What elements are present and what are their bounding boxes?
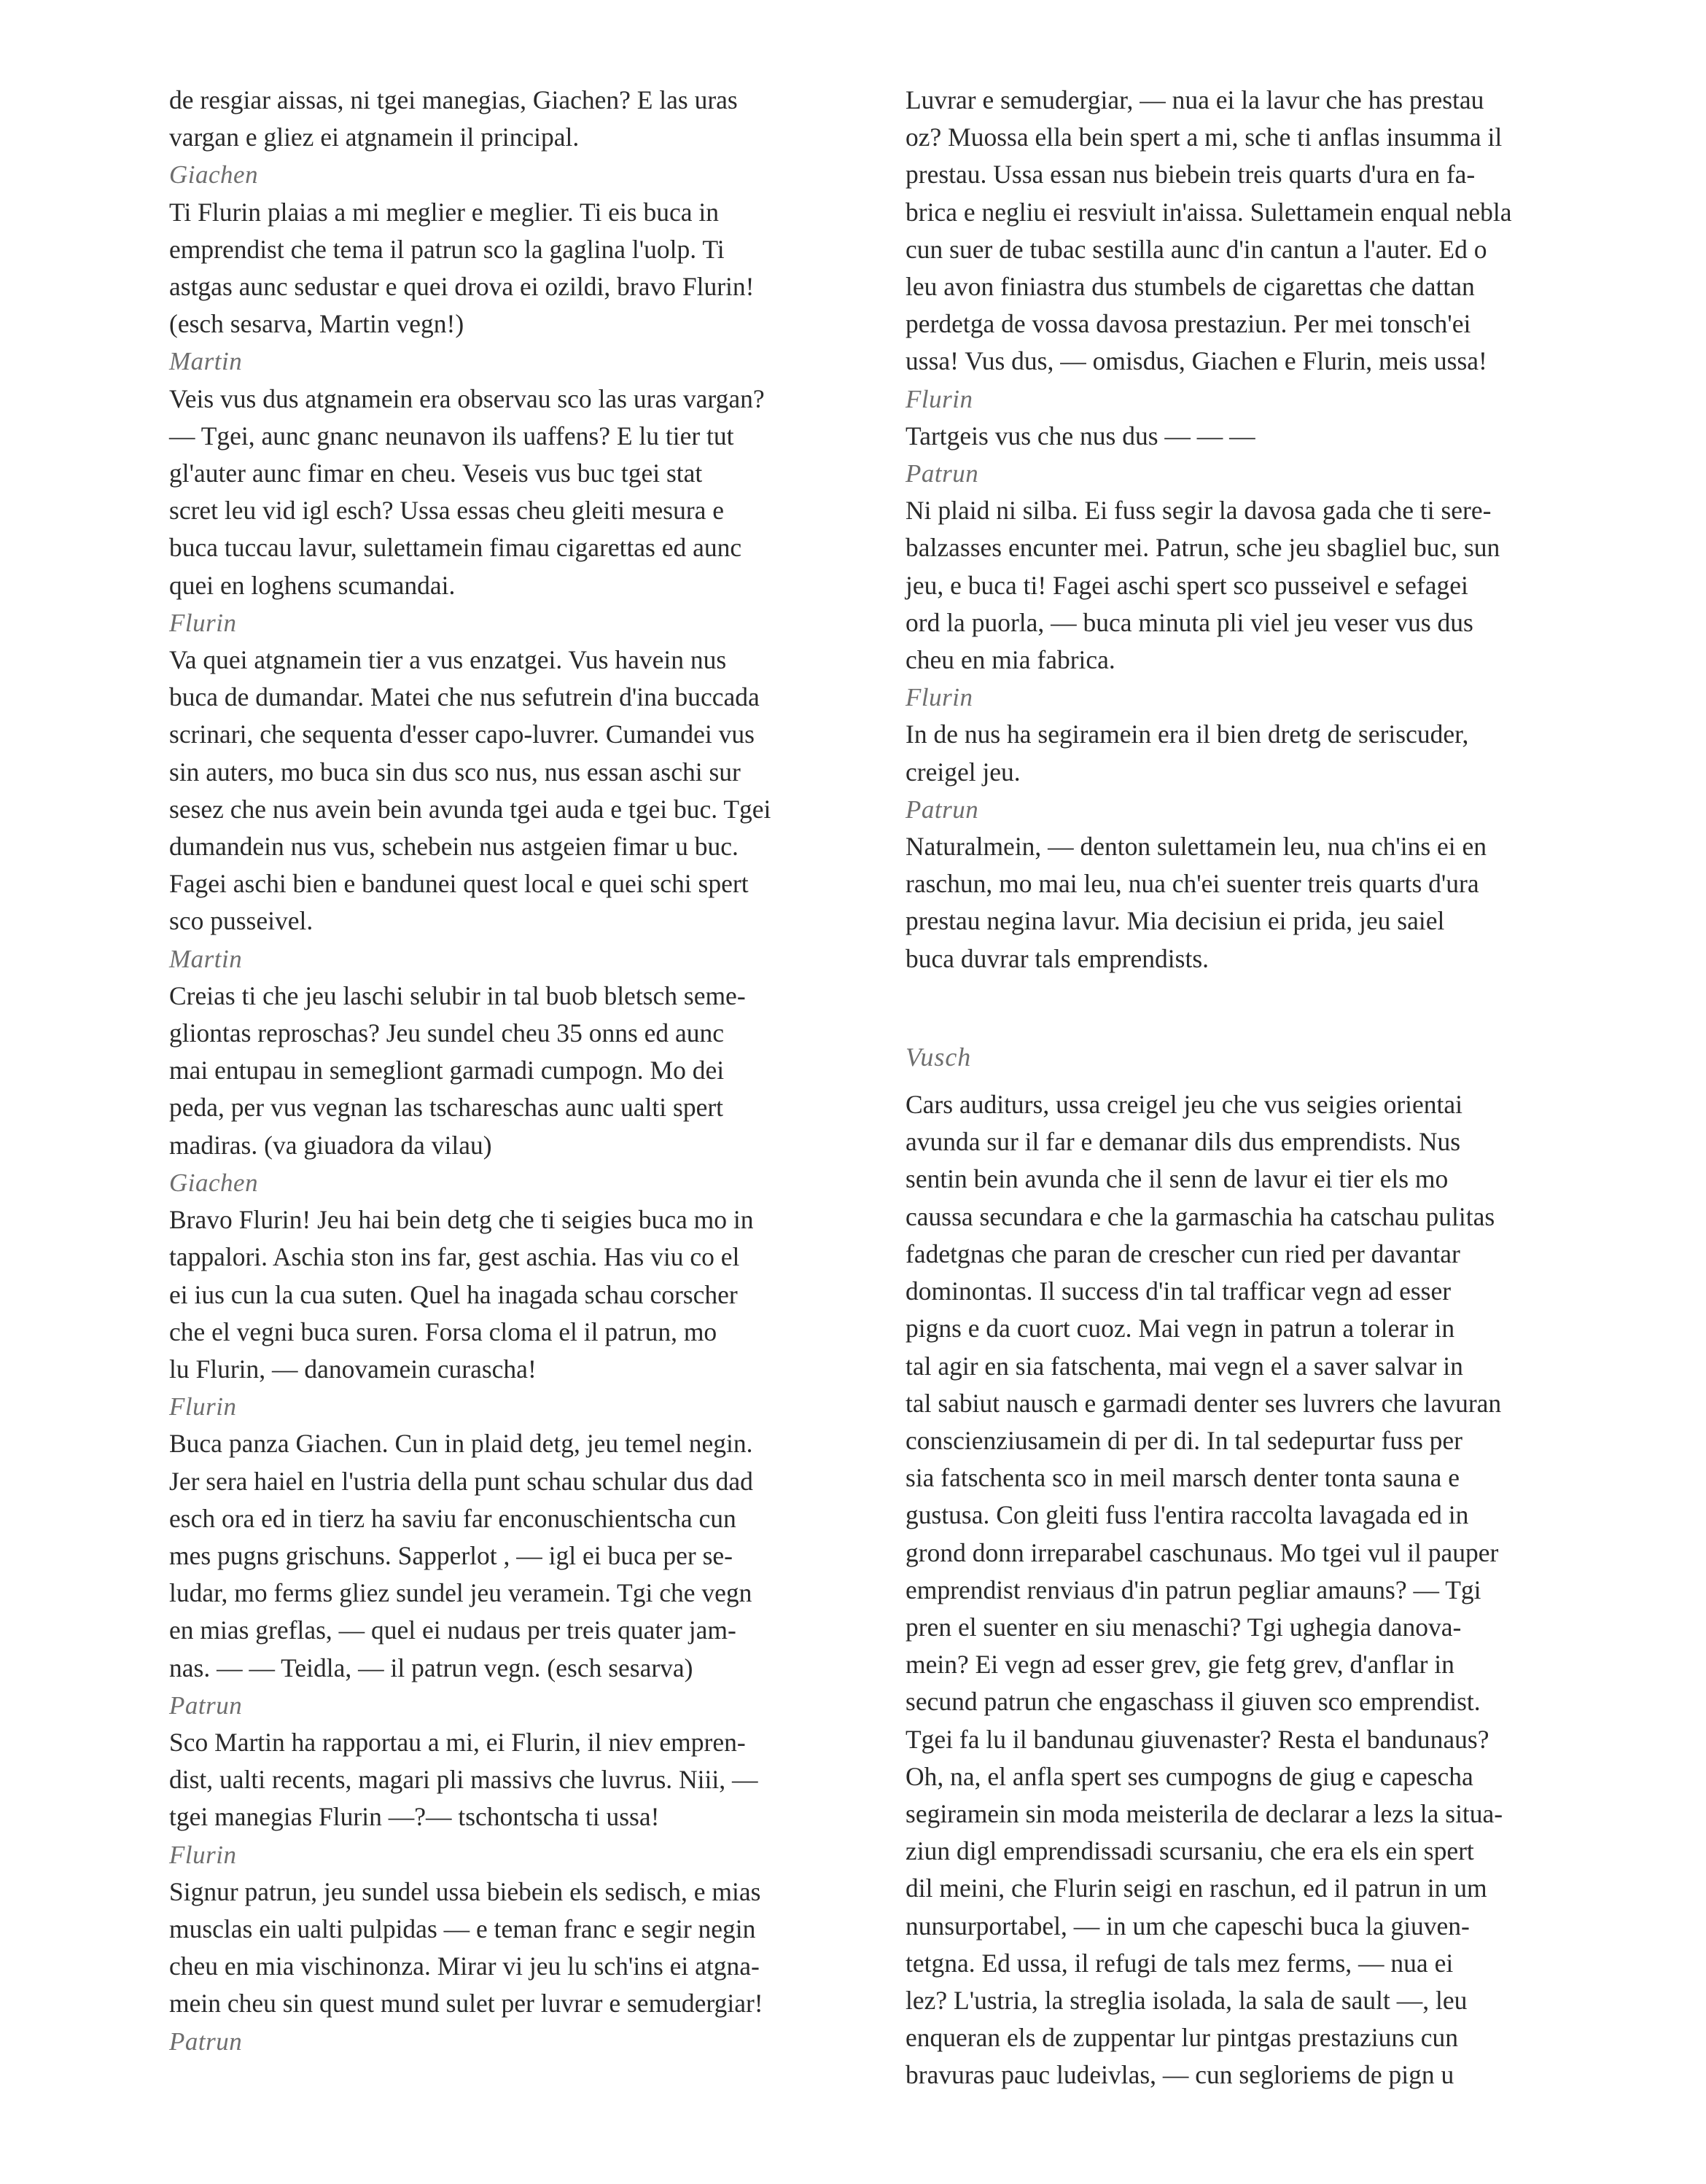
text-line: sesez che nus avein bein avunda tgei auda e tgei buc. Tgei (169, 794, 771, 824)
right-column (905, 82, 1617, 2094)
text-line: Ti Flurin plaias a mi meglier e meglier. Ti eis buca in (169, 197, 719, 227)
text-line: Cars auditurs, ussa creigel jeu che vus seigies orientai (905, 1090, 1463, 1120)
speaker-name: Flurin (169, 1840, 237, 1869)
speaker-name: Martin (169, 944, 243, 973)
left-column (169, 82, 904, 2060)
text-line: Buca panza Giachen. Cun in plaid detg, jeu temel negin. (169, 1429, 753, 1459)
text-line: ord la puorla, — buca minuta pli viel jeu veser vus dus (905, 607, 1473, 637)
text-line: Fagei aschi bien e bandunei quest local e quei schi spert (169, 869, 749, 899)
section-body (905, 1086, 1617, 2094)
text-line: emprendist renviaus d'in patrun pegliar amauns? — Tgi (905, 1575, 1481, 1604)
text-line: nas. — — Teidla, — il patrun vegn. (esch sesarva) (169, 1653, 693, 1682)
text-line: emprendist che tema il patrun sco la gaglina l'uolp. Ti (169, 234, 725, 264)
text-line: lez? L'ustria, la streglia isolada, la sala de sault —, leu (905, 1985, 1468, 2015)
section-spacer (905, 978, 1617, 1039)
text-line: prestau. Ussa essan nus biebein treis quarts d'ura en fa- (905, 160, 1476, 190)
section-block (905, 1039, 1617, 2094)
text-line: enqueran els de zuppentar lur pintgas prestaziuns cun (905, 2023, 1459, 2053)
text-line: segiramein sin moda meisterila de declarar a lezs la situa- (905, 1798, 1503, 1828)
text-line: vargan e gliez ei atgnamein il principal. (169, 122, 580, 152)
text-line: In de nus ha segiramein era il bien dretg de seriscuder, (905, 719, 1469, 749)
text-line: scrinari, che sequenta d'esser capo-luvrer. Cumandei vus (169, 719, 755, 749)
text-line: buca duvrar tals emprendists. (905, 943, 1210, 973)
dialogue-block (169, 156, 904, 343)
text-line: dil meini, che Flurin seigi en raschun, ed il patrun in um (905, 1873, 1487, 1903)
dialogue-block (169, 1836, 904, 2023)
text-line: ei ius cun la cua suten. Quel ha inagada schau corscher (169, 1279, 738, 1309)
continued-paragraph (905, 82, 1617, 381)
text-line: Va quei atgnamein tier a vus enzatgei. Vus havein nus (169, 645, 727, 675)
text-line: nunsurportabel, — in um che capeschi buca la giuven- (905, 1911, 1470, 1941)
text-line: secund patrun che engaschass il giuven sco emprendist. (905, 1687, 1481, 1717)
text-line: prestau negina lavur. Mia decisiun ei prida, jeu saiel (905, 906, 1445, 936)
text-line: sin auters, mo buca sin dus sco nus, nus essan aschi sur (169, 757, 741, 787)
text-line: avunda sur il far e demanar dils dus emprendists. Nus (905, 1127, 1461, 1157)
text-line: Oh, na, el anfla spert ses cumpogns de giug e capescha (905, 1761, 1473, 1791)
dialogue-block (169, 604, 904, 940)
text-line: scret leu vid igl esch? Ussa essas cheu gleiti mesura e (169, 496, 725, 526)
text-line: ziun digl emprendissadi scursaniu, che era els ein spert (905, 1836, 1474, 1866)
speaker-name: Flurin (905, 683, 973, 712)
text-line: fadetgnas che paran de crescher cun ried per davantar (905, 1239, 1460, 1268)
text-line: madiras. (va giuadora da vilau) (169, 1130, 492, 1160)
dialogue-block (905, 381, 1617, 455)
speaker-name: Giachen (169, 1168, 259, 1197)
dialogue-block (169, 1388, 904, 1687)
text-line: Naturalmein, — denton sulettamein leu, nua ch'ins ei en (905, 832, 1487, 862)
dialogue-block (905, 679, 1617, 791)
text-line: astgas aunc sedustar e quei drova ei ozildi, bravo Flurin! (169, 272, 755, 302)
text-line: cheu en mia fabrica. (905, 645, 1115, 675)
speaker-name: Patrun (169, 1690, 243, 1720)
text-line: Veis vus dus atgnamein era observau sco las uras vargan? (169, 383, 765, 413)
text-line: Signur patrun, jeu sundel ussa biebein els sedisch, e mias (169, 1876, 761, 1906)
text-line: Bravo Flurin! Jeu hai bein detg che ti seigies buca mo in (169, 1205, 754, 1235)
text-line: Jer sera haiel en l'ustria della punt schau schular dus dad (169, 1466, 753, 1496)
text-line: dist, ualti recents, magari pli massivs che luvrus. Niii, — (169, 1765, 758, 1795)
text-line: (esch sesarva, Martin vegn!) (169, 309, 464, 339)
text-line: buca tuccau lavur, sulettamein fimau cigarettas ed aunc (169, 533, 742, 563)
speaker-name: Martin (169, 347, 243, 376)
dialogue-block (169, 940, 904, 1164)
text-line: dominontas. Il success d'in tal trafficar vegn ad esser (905, 1276, 1452, 1306)
speaker-name: Flurin (169, 608, 237, 637)
text-line: leu avon finiastra dus stumbels de cigarettas che dattan (905, 272, 1475, 302)
text-line: Sco Martin ha rapportau a mi, ei Flurin, il niev empren- (169, 1727, 746, 1757)
speaker-name: Patrun (169, 2027, 243, 2056)
text-line: gliontas reproschas? Jeu sundel cheu 35 onns ed aunc (169, 1018, 725, 1048)
text-line: mein? Ei vegn ad esser grev, gie fetg grev, d'anflar in (905, 1650, 1454, 1680)
text-line: dumandein nus vus, schebein nus astgeien fimar u buc. (169, 832, 739, 862)
text-line: mein cheu sin quest mund sulet per luvrar e semudergiar! (169, 1989, 763, 2019)
text-line: pren el suenter en siu menaschi? Tgi ughegia danova- (905, 1612, 1462, 1642)
dialogue-block (905, 455, 1617, 679)
text-line: en mias greflas, — quel ei nudaus per treis quater jam- (169, 1615, 736, 1645)
text-line: raschun, mo mai leu, nua ch'ei suenter treis quarts d'ura (905, 869, 1479, 899)
text-line: de resgiar aissas, ni tgei manegias, Giachen? E las uras (169, 85, 738, 114)
text-line: ludar, mo ferms gliez sundel jeu veramein. Tgi che vegn (169, 1578, 752, 1608)
text-line: oz? Muossa ella bein spert a mi, sche ti anflas insumma il (905, 122, 1503, 152)
text-line: Tartgeis vus che nus dus — — — (905, 421, 1255, 451)
text-line: pigns e da cuort cuoz. Mai vegn in patrun a tolerar in (905, 1314, 1455, 1343)
text-line: quei en loghens scumandai. (169, 570, 456, 600)
text-line: Tgei fa lu il bandunau giuvenaster? Resta el bandunaus? (905, 1724, 1489, 1754)
text-line: ussa! Vus dus, — omisdus, Giachen e Flurin, meis ussa! (905, 346, 1487, 376)
text-line: tgei manegias Flurin —?— tschontscha ti ussa! (169, 1802, 660, 1832)
text-line: Ni plaid ni silba. Ei fuss segir la davosa gada che ti sere- (905, 496, 1492, 526)
text-line: lu Flurin, — danovamein curascha! (169, 1354, 537, 1384)
text-line: gustusa. Con gleiti fuss l'entira raccolta lavagada ed in (905, 1500, 1469, 1530)
text-line: — Tgei, aunc gnanc neunavon ils uaffens? E lu tier tut (169, 421, 734, 451)
text-line: tal sabiut nausch e garmadi denter ses luvrers che lavuran (905, 1388, 1502, 1418)
text-line: grond donn irreparabel caschunaus. Mo tgei vul il pauper (905, 1537, 1499, 1567)
text-line: caussa secundara e che la garmaschia ha catschau pulitas (905, 1201, 1495, 1231)
text-line: tetgna. Ed ussa, il refugi de tals mez ferms, — nua ei (905, 1948, 1454, 1978)
text-line: sia fatschenta sco in meil marsch denter tonta sauna e (905, 1463, 1460, 1493)
dialogue-block (169, 1687, 904, 1836)
text-line: cheu en mia vischinonza. Mirar vi jeu lu sch'ins ei atgna- (169, 1951, 760, 1981)
section-heading: Vusch (905, 1042, 972, 1072)
text-line: conscienziusamein di per di. In tal sedepurtar fuss per (905, 1425, 1462, 1455)
text-line: gl'auter aunc fimar en cheu. Veseis vus buc tgei stat (169, 459, 703, 488)
text-line: esch ora ed in tierz ha saviu far enconuschientscha cun (169, 1503, 736, 1533)
text-line: tal agir en sia fatschenta, mai vegn el a saver salvar in (905, 1351, 1463, 1381)
dialogue-block (169, 343, 904, 604)
text-line: creigel jeu. (905, 757, 1021, 787)
text-line: sco pusseivel. (169, 906, 313, 936)
text-line: sentin bein avunda che il senn de lavur ei tier els mo (905, 1164, 1449, 1194)
speaker-name: Patrun (905, 459, 979, 488)
text-line: bravuras pauc ludeivlas, — cun segloriems de pign u (905, 2060, 1454, 2090)
speaker-name: Flurin (169, 1392, 237, 1421)
text-line: mai entupau in semegliont garmadi cumpogn. Mo dei (169, 1056, 725, 1085)
dialogue-block (905, 791, 1617, 978)
text-line: buca de dumandar. Matei che nus sefutrein d'ina buccada (169, 682, 760, 712)
dialogue-block (169, 1164, 904, 1388)
text-line: brica e negliu ei resviult in'aissa. Sulettamein enqual nebla (905, 197, 1512, 227)
text-line: Creias ti che jeu laschi selubir in tal buob bletsch seme- (169, 980, 746, 1010)
text-line: Luvrar e semudergiar, — nua ei la lavur che has prestau (905, 85, 1484, 114)
opening-paragraph (169, 82, 904, 156)
text-line: perdetga de vossa davosa prestaziun. Per mei tonsch'ei (905, 309, 1471, 339)
speaker-name: Patrun (905, 795, 979, 824)
text-line: peda, per vus vegnan las tschareschas aunc ualti spert (169, 1093, 724, 1123)
text-line: cun suer de tubac sestilla aunc d'in cantun a l'auter. Ed o (905, 234, 1487, 264)
text-line: balzasses encunter mei. Patrun, sche jeu sbagliel buc, sun (905, 533, 1500, 563)
text-line: tappalori. Aschia ston ins far, gest aschia. Has viu co el (169, 1242, 740, 1272)
speaker-name: Flurin (905, 384, 973, 413)
text-line: mes pugns grischuns. Sapperlot , — igl ei buca per se- (169, 1540, 733, 1570)
text-line: musclas ein ualti pulpidas — e teman franc e segir negin (169, 1914, 756, 1943)
speaker-name: Giachen (169, 160, 259, 190)
text-line: che el vegni buca suren. Forsa cloma el il patrun, mo (169, 1317, 717, 1346)
text-line: jeu, e buca ti! Fagei aschi spert sco pusseivel e sefagei (905, 570, 1468, 600)
